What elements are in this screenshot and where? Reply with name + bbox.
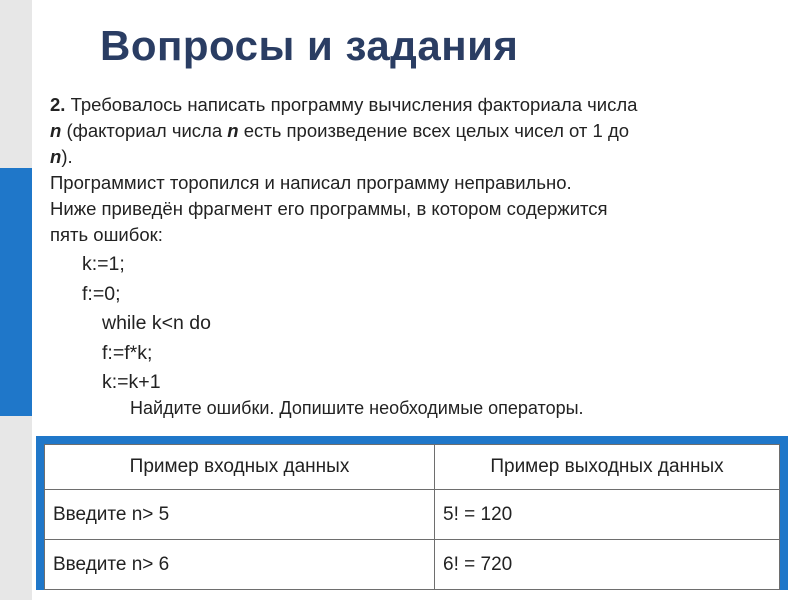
table-header-output: Пример выходных данных xyxy=(435,445,780,490)
task-line-6: пять ошибок: xyxy=(50,224,163,245)
task-line-2: n (факториал числа n есть произведение всех целых чисел от 1 до xyxy=(50,120,630,141)
table-cell-output: 6! = 720 xyxy=(435,540,780,590)
task-line-5: Ниже приведён фрагмент его программы, в котором содержится xyxy=(50,198,608,219)
task-line-3: n). xyxy=(50,146,73,167)
code-line: k:=1; xyxy=(82,253,125,275)
table-header-row xyxy=(45,445,780,490)
code-line: f:=f*k; xyxy=(102,341,153,364)
table-row xyxy=(45,540,780,590)
code-fragment xyxy=(50,250,211,398)
instruction-text: Найдите ошибки. Допишите необходимые операторы. xyxy=(130,398,584,418)
table-cell-input: Введите n> 6 xyxy=(45,540,435,590)
example-table-frame xyxy=(36,436,788,590)
task-line-4: Программист торопился и написал программу неправильно. xyxy=(50,172,572,193)
task-number: 2. xyxy=(50,94,66,115)
table-cell-input: Введите n> 5 xyxy=(45,490,435,540)
task-text xyxy=(50,92,760,248)
table-cell-output: 5! = 120 xyxy=(435,490,780,540)
example-table xyxy=(44,444,780,590)
table-row xyxy=(45,490,780,540)
table-header-input: Пример входных данных xyxy=(45,445,435,490)
task-line-1: 2. Требовалось написать программу вычисления факториала числа xyxy=(50,94,638,115)
code-line: k:=k+1 xyxy=(102,371,161,393)
code-line: f:=0; xyxy=(82,282,121,305)
left-sidebar xyxy=(0,0,32,600)
sidebar-accent xyxy=(0,168,32,416)
code-line: while k<n do xyxy=(102,312,211,334)
page-title: Вопросы и задания xyxy=(100,22,519,69)
